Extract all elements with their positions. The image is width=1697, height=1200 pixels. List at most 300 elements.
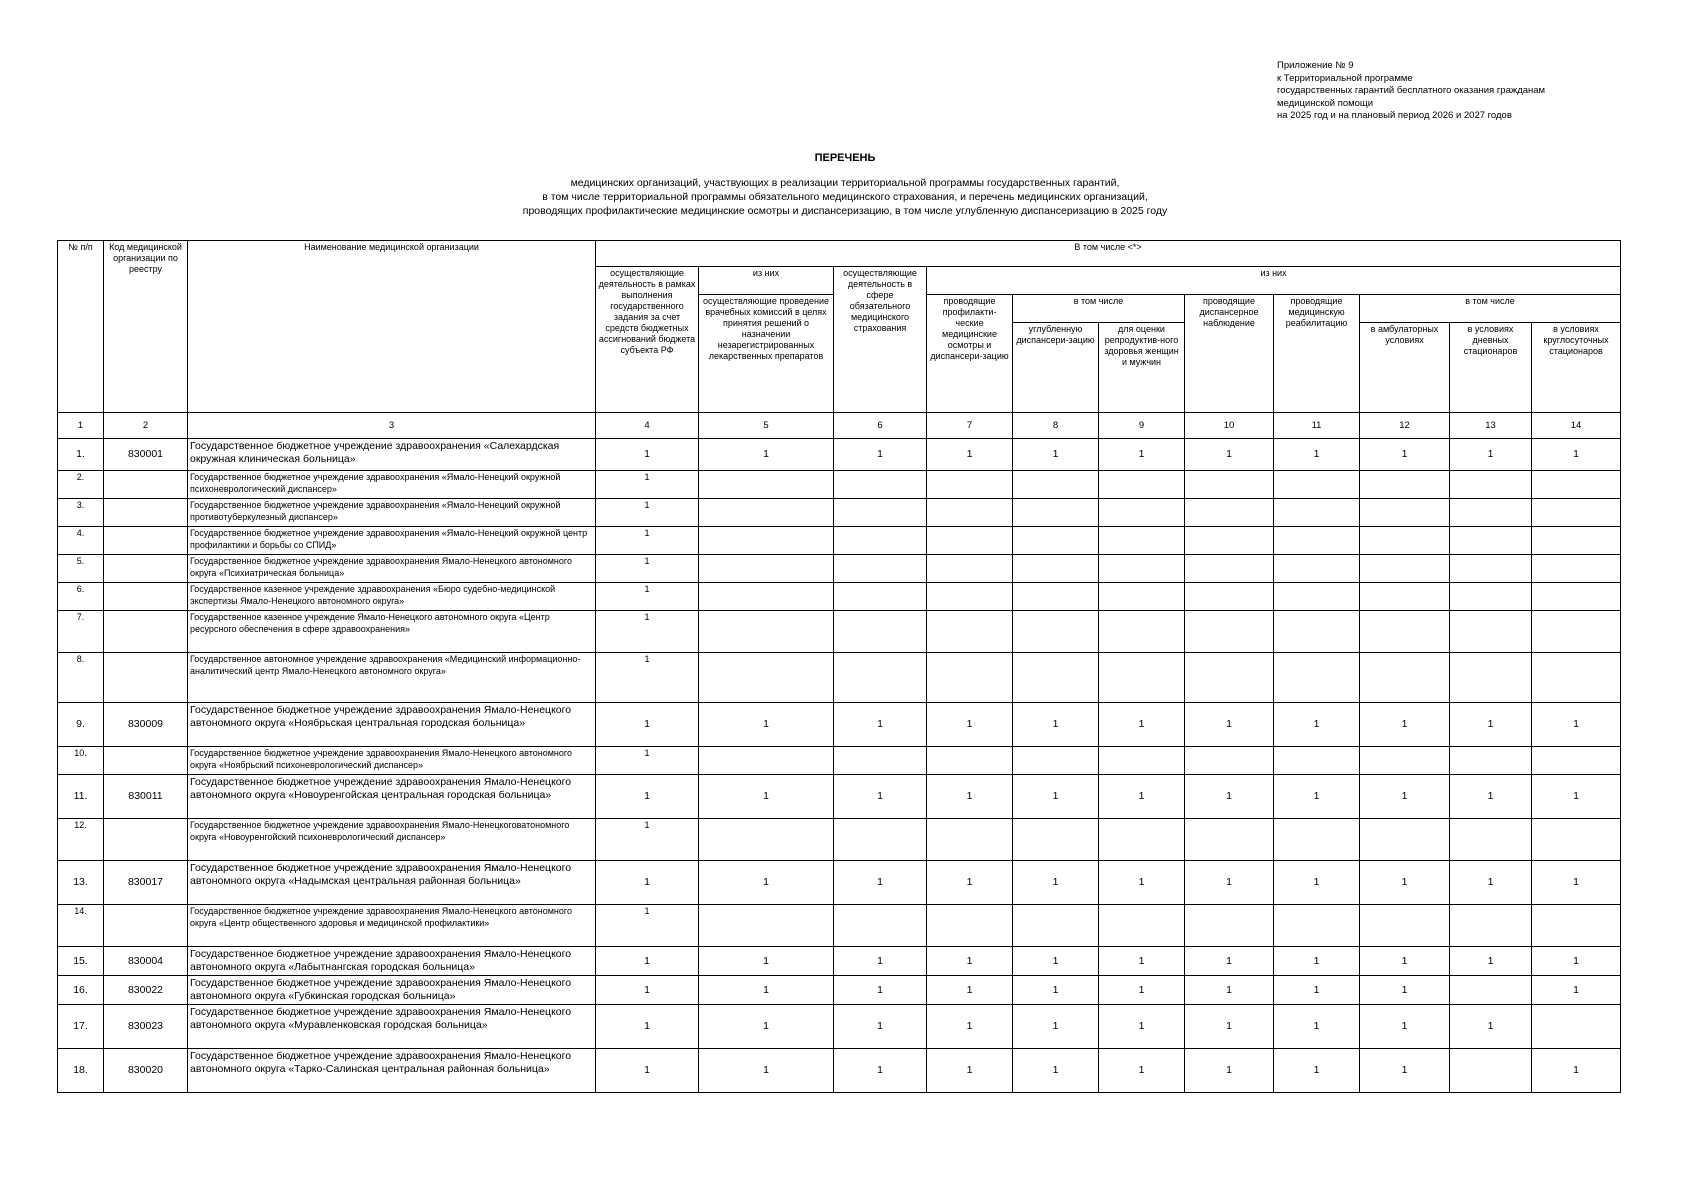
column-number: 9 [1099,413,1185,439]
flag-cell-col10: 1 [1185,439,1274,471]
flag-cell-col12: 1 [1360,861,1450,905]
flag-cell-col10 [1185,499,1274,527]
flag-cell-col8 [1013,583,1099,611]
flag-cell-col7: 1 [927,1049,1013,1093]
flag-cell-col7: 1 [927,976,1013,1005]
flag-cell-col7 [927,819,1013,861]
flag-cell-col10 [1185,905,1274,947]
flag-cell-col7 [927,583,1013,611]
row-number: 3. [58,499,104,527]
row-number: 7. [58,611,104,653]
row-number: 4. [58,527,104,555]
table-row [58,976,1621,1005]
flag-cell-col13: 1 [1450,947,1532,976]
flag-cell-col4: 1 [596,775,699,819]
row-number: 11. [58,775,104,819]
flag-cell-col7: 1 [927,947,1013,976]
flag-cell-col6: 1 [834,976,927,1005]
flag-cell-col14 [1532,1005,1621,1049]
organization-code: 830011 [104,775,188,819]
table-row [58,611,1621,653]
flag-cell-col4: 1 [596,819,699,861]
flag-cell-col11: 1 [1274,775,1360,819]
flag-cell-col9 [1099,555,1185,583]
table-row [58,527,1621,555]
table-row [58,1049,1621,1093]
table-row [58,555,1621,583]
flag-cell-col12: 1 [1360,439,1450,471]
flag-cell-col5: 1 [699,439,834,471]
flag-cell-col13 [1450,555,1532,583]
flag-cell-col9 [1099,527,1185,555]
flag-cell-col11: 1 [1274,703,1360,747]
flag-cell-col5 [699,499,834,527]
table-row [58,439,1621,471]
flag-cell-col7 [927,471,1013,499]
flag-cell-col5 [699,819,834,861]
subtitle-line: в том числе территориальной программы обязательного медицинского страхования, и перечень медицинских организаций, [542,191,1148,203]
flag-cell-col11: 1 [1274,1049,1360,1093]
flag-cell-col4: 1 [596,1005,699,1049]
flag-cell-col6 [834,611,927,653]
organization-name: Государственное бюджетное учреждение здравоохранения Ямало-Ненецкого автономного округа «Ноябрьский психоневрологический диспансер» [188,747,596,775]
flag-cell-col4: 1 [596,653,699,703]
header-col7: проводящие профилакти-ческие медицинские осмотры и диспансери-зацию [927,295,1013,413]
flag-cell-col6 [834,747,927,775]
flag-cell-col4: 1 [596,976,699,1005]
flag-cell-col6 [834,905,927,947]
organization-name: Государственное бюджетное учреждение здравоохранения Ямало-Ненецкого автономного округа «Надымская центральная районная больница» [188,861,596,905]
row-number: 9. [58,703,104,747]
flag-cell-col8: 1 [1013,1005,1099,1049]
flag-cell-col10: 1 [1185,1005,1274,1049]
column-number: 13 [1450,413,1532,439]
organization-name: Государственное бюджетное учреждение здравоохранения «Ямало-Ненецкий окружной психоневрологический диспансер» [188,471,596,499]
flag-cell-col9 [1099,747,1185,775]
organization-code [104,747,188,775]
flag-cell-col13 [1450,583,1532,611]
flag-cell-col8: 1 [1013,1049,1099,1093]
flag-cell-col9 [1099,653,1185,703]
flag-cell-col6 [834,527,927,555]
flag-cell-col13: 1 [1450,703,1532,747]
flag-cell-col6: 1 [834,439,927,471]
flag-cell-col14 [1532,527,1621,555]
organization-code [104,499,188,527]
table-row [58,819,1621,861]
flag-cell-col13 [1450,527,1532,555]
appendix-line: к Территориальной программе [1277,72,1413,84]
flag-cell-col8 [1013,653,1099,703]
column-number: 3 [188,413,596,439]
flag-cell-col4: 1 [596,1049,699,1093]
appendix-line: Приложение № 9 [1277,60,1354,71]
flag-cell-col11 [1274,471,1360,499]
row-number: 15. [58,947,104,976]
organization-code: 830022 [104,976,188,1005]
flag-cell-col14 [1532,583,1621,611]
flag-cell-col12 [1360,499,1450,527]
flag-cell-col12 [1360,611,1450,653]
flag-cell-col7: 1 [927,703,1013,747]
flag-cell-col11 [1274,819,1360,861]
flag-cell-col7: 1 [927,775,1013,819]
flag-cell-col12: 1 [1360,703,1450,747]
flag-cell-col7 [927,611,1013,653]
row-number: 17. [58,1005,104,1049]
organization-name: Государственное казенное учреждение Ямало-Ненецкого автономного округа «Центр ресурсного обеспечения в сфере здравоохранения» [188,611,596,653]
flag-cell-col8: 1 [1013,775,1099,819]
header-col6: осуществляющие деятельность в сфере обязательного медицинского страхования [834,267,927,413]
flag-cell-col11 [1274,527,1360,555]
flag-cell-col13: 1 [1450,439,1532,471]
header-col8: углубленную диспансери-зацию [1013,323,1099,413]
flag-cell-col6: 1 [834,1005,927,1049]
flag-cell-col5 [699,747,834,775]
flag-cell-col7: 1 [927,861,1013,905]
flag-cell-col11 [1274,747,1360,775]
header-col10: проводящие диспансерное наблюдение [1185,295,1274,413]
appendix-note [1277,60,1545,123]
flag-cell-col9: 1 [1099,947,1185,976]
table-row [58,747,1621,775]
flag-cell-col7: 1 [927,1005,1013,1049]
header-col9: для оценки репродуктив-ного здоровья женщин и мужчин [1099,323,1185,413]
flag-cell-col11 [1274,611,1360,653]
flag-cell-col10: 1 [1185,861,1274,905]
row-number: 5. [58,555,104,583]
flag-cell-col11: 1 [1274,1005,1360,1049]
row-number: 1. [58,439,104,471]
appendix-line: медицинской помощи [1277,97,1374,109]
flag-cell-col9 [1099,819,1185,861]
flag-cell-col12 [1360,653,1450,703]
flag-cell-col7 [927,653,1013,703]
flag-cell-col8 [1013,471,1099,499]
flag-cell-col8 [1013,611,1099,653]
row-number: 12. [58,819,104,861]
flag-cell-col12: 1 [1360,775,1450,819]
organization-name: Государственное бюджетное учреждение здравоохранения «Салехардская окружная клиническая больница» [188,439,596,471]
subtitle-line: медицинских организаций, участвующих в реализации территориальной программы государственных гарантий, [570,177,1120,189]
flag-cell-col6: 1 [834,861,927,905]
flag-cell-col5 [699,905,834,947]
flag-cell-col9: 1 [1099,439,1185,471]
column-number: 10 [1185,413,1274,439]
flag-cell-col4: 1 [596,583,699,611]
header-col11: проводящие медицинскую реабилитацию [1274,295,1360,413]
header-including-sub: в том числе [1360,295,1621,323]
flag-cell-col14 [1532,747,1621,775]
flag-cell-col14: 1 [1532,1049,1621,1093]
flag-cell-col4: 1 [596,861,699,905]
organization-code [104,653,188,703]
flag-cell-col8: 1 [1013,703,1099,747]
header-name: Наименование медицинской организации [188,241,596,413]
flag-cell-col14: 1 [1532,775,1621,819]
column-number: 8 [1013,413,1099,439]
flag-cell-col7 [927,527,1013,555]
table-row [58,947,1621,976]
flag-cell-col8 [1013,819,1099,861]
column-number: 1 [58,413,104,439]
flag-cell-col10: 1 [1185,1049,1274,1093]
header-col13: в условиях дневных стационаров [1450,323,1532,413]
flag-cell-col4: 1 [596,555,699,583]
table-row [58,471,1621,499]
header-including-sub: в том числе [1013,295,1185,323]
organization-code: 830020 [104,1049,188,1093]
organization-name: Государственное бюджетное учреждение здравоохранения Ямало-Ненецкоговатономного округа «Новоуренгойский психоневрологический диспансер» [188,819,596,861]
flag-cell-col4: 1 [596,905,699,947]
organization-name: Государственное бюджетное учреждение здравоохранения Ямало-Ненецкого автономного округа «Психиатрическая больница» [188,555,596,583]
table-row [58,775,1621,819]
flag-cell-col8 [1013,527,1099,555]
organization-code [104,905,188,947]
flag-cell-col6 [834,653,927,703]
row-number: 16. [58,976,104,1005]
flag-cell-col14: 1 [1532,703,1621,747]
organization-code [104,819,188,861]
flag-cell-col14: 1 [1532,439,1621,471]
flag-cell-col12 [1360,555,1450,583]
flag-cell-col13 [1450,653,1532,703]
flag-cell-col5 [699,611,834,653]
flag-cell-col14 [1532,471,1621,499]
flag-cell-col7 [927,905,1013,947]
header-col4: осуществляющие деятельность в рамках выполнения государственного задания за счет средств бюджетных ассигнований бюджета субъекта РФ [596,267,699,413]
flag-cell-col12 [1360,583,1450,611]
flag-cell-col11 [1274,583,1360,611]
row-number: 2. [58,471,104,499]
column-number: 2 [104,413,188,439]
organization-code [104,583,188,611]
flag-cell-col10: 1 [1185,976,1274,1005]
flag-cell-col5 [699,527,834,555]
flag-cell-col11: 1 [1274,439,1360,471]
column-number: 4 [596,413,699,439]
table-row [58,905,1621,947]
column-number: 6 [834,413,927,439]
flag-cell-col5 [699,471,834,499]
flag-cell-col4: 1 [596,471,699,499]
flag-cell-col12 [1360,905,1450,947]
flag-cell-col10: 1 [1185,947,1274,976]
organization-code: 830004 [104,947,188,976]
row-number: 10. [58,747,104,775]
flag-cell-col9 [1099,905,1185,947]
flag-cell-col5 [699,555,834,583]
header-of-them: из них [699,267,834,295]
flag-cell-col12 [1360,527,1450,555]
flag-cell-col14 [1532,905,1621,947]
flag-cell-col10: 1 [1185,775,1274,819]
flag-cell-col11 [1274,555,1360,583]
flag-cell-col4: 1 [596,527,699,555]
flag-cell-col9: 1 [1099,775,1185,819]
flag-cell-col10 [1185,583,1274,611]
flag-cell-col4: 1 [596,747,699,775]
flag-cell-col6 [834,819,927,861]
flag-cell-col7 [927,555,1013,583]
flag-cell-col12: 1 [1360,1005,1450,1049]
organization-code [104,555,188,583]
flag-cell-col8: 1 [1013,947,1099,976]
organization-name: Государственное автономное учреждение здравоохранения «Медицинский информационно-аналитический центр Ямало-Ненецкого автономного округа» [188,653,596,703]
flag-cell-col9: 1 [1099,1049,1185,1093]
column-numbers-row [58,413,1621,439]
table-row [58,499,1621,527]
organization-code: 830023 [104,1005,188,1049]
flag-cell-col5: 1 [699,1049,834,1093]
flag-cell-col8 [1013,905,1099,947]
flag-cell-col8: 1 [1013,439,1099,471]
organization-name: Государственное бюджетное учреждение здравоохранения Ямало-Ненецкого автономного округа «Тарко-Салинская центральная районная больница» [188,1049,596,1093]
flag-cell-col6 [834,583,927,611]
column-number: 7 [927,413,1013,439]
header-col12: в амбулаторных условиях [1360,323,1450,413]
header-including: В том числе <*> [596,241,1621,267]
flag-cell-col13: 1 [1450,775,1532,819]
flag-cell-col8: 1 [1013,976,1099,1005]
flag-cell-col13 [1450,976,1532,1005]
flag-cell-col8 [1013,747,1099,775]
flag-cell-col4: 1 [596,611,699,653]
appendix-line: государственных гарантий бесплатного оказания гражданам [1277,85,1546,96]
flag-cell-col6 [834,555,927,583]
row-number: 6. [58,583,104,611]
row-number: 14. [58,905,104,947]
flag-cell-col12: 1 [1360,947,1450,976]
organization-code: 830001 [104,439,188,471]
document-subtitle [0,176,1690,218]
flag-cell-col9 [1099,471,1185,499]
flag-cell-col13 [1450,471,1532,499]
flag-cell-col14: 1 [1532,976,1621,1005]
column-number: 11 [1274,413,1360,439]
flag-cell-col6: 1 [834,775,927,819]
flag-cell-col9: 1 [1099,1005,1185,1049]
flag-cell-col7 [927,499,1013,527]
flag-cell-col10 [1185,471,1274,499]
document-title: ПЕРЕЧЕНЬ [814,152,876,164]
flag-cell-col6: 1 [834,1049,927,1093]
flag-cell-col14: 1 [1532,947,1621,976]
organization-code: 830009 [104,703,188,747]
flag-cell-col11: 1 [1274,947,1360,976]
flag-cell-col13: 1 [1450,861,1532,905]
flag-cell-col8 [1013,555,1099,583]
flag-cell-col11 [1274,653,1360,703]
flag-cell-col14 [1532,555,1621,583]
flag-cell-col5: 1 [699,1005,834,1049]
flag-cell-col13 [1450,1049,1532,1093]
table-row [58,861,1621,905]
flag-cell-col11 [1274,499,1360,527]
flag-cell-col13 [1450,819,1532,861]
flag-cell-col12: 1 [1360,976,1450,1005]
column-number: 5 [699,413,834,439]
organizations-table [57,240,1621,1093]
flag-cell-col10: 1 [1185,703,1274,747]
organization-name: Государственное бюджетное учреждение здравоохранения Ямало-Ненецкого автономного округа «Муравленковская городская больница» [188,1005,596,1049]
flag-cell-col10 [1185,653,1274,703]
header-num: № п/п [58,241,104,413]
flag-cell-col13 [1450,499,1532,527]
flag-cell-col9 [1099,583,1185,611]
column-number: 12 [1360,413,1450,439]
organization-name: Государственное бюджетное учреждение здравоохранения Ямало-Ненецкого автономного округа «Центр общественного здоровья и медицинской профилактики» [188,905,596,947]
organization-name: Государственное бюджетное учреждение здравоохранения Ямало-Ненецкого автономного округа «Ноябрьская центральная городская больница» [188,703,596,747]
flag-cell-col5: 1 [699,947,834,976]
flag-cell-col14: 1 [1532,861,1621,905]
flag-cell-col14 [1532,499,1621,527]
flag-cell-col7: 1 [927,439,1013,471]
row-number: 8. [58,653,104,703]
organization-name: Государственное казенное учреждение здравоохранения «Бюро судебно-медицинской экспертизы Ямало-Ненецкого автономного округа» [188,583,596,611]
header-code: Код медицинской организации по реестру [104,241,188,413]
flag-cell-col13 [1450,905,1532,947]
flag-cell-col13: 1 [1450,1005,1532,1049]
flag-cell-col9: 1 [1099,703,1185,747]
organization-code [104,471,188,499]
column-number: 14 [1532,413,1621,439]
flag-cell-col5 [699,583,834,611]
row-number: 18. [58,1049,104,1093]
flag-cell-col10 [1185,611,1274,653]
organization-name: Государственное бюджетное учреждение здравоохранения «Ямало-Ненецкий окружной противотуберкулезный диспансер» [188,499,596,527]
organization-name: Государственное бюджетное учреждение здравоохранения Ямало-Ненецкого автономного округа «Лабытнангская городская больница» [188,947,596,976]
flag-cell-col6: 1 [834,947,927,976]
organization-name: Государственное бюджетное учреждение здравоохранения «Ямало-Ненецкий окружной центр профилактики и борьбы со СПИД» [188,527,596,555]
flag-cell-col11: 1 [1274,861,1360,905]
flag-cell-col10 [1185,747,1274,775]
flag-cell-col10 [1185,819,1274,861]
flag-cell-col5: 1 [699,861,834,905]
flag-cell-col6: 1 [834,703,927,747]
organization-code [104,611,188,653]
flag-cell-col10 [1185,527,1274,555]
flag-cell-col12 [1360,471,1450,499]
flag-cell-col5: 1 [699,703,834,747]
flag-cell-col12 [1360,747,1450,775]
organization-name: Государственное бюджетное учреждение здравоохранения Ямало-Ненецкого автономного округа «Новоуренгойская центральная городская больница» [188,775,596,819]
table-row [58,1005,1621,1049]
flag-cell-col12: 1 [1360,1049,1450,1093]
flag-cell-col7 [927,747,1013,775]
subtitle-line: проводящих профилактические медицинские осмотры и диспансеризацию, в том числе углубленную диспансеризацию в 2025 году [522,205,1168,217]
flag-cell-col6 [834,471,927,499]
organization-name: Государственное бюджетное учреждение здравоохранения Ямало-Ненецкого автономного округа «Губкинская городская больница» [188,976,596,1005]
row-number: 13. [58,861,104,905]
flag-cell-col9 [1099,611,1185,653]
flag-cell-col12 [1360,819,1450,861]
flag-cell-col4: 1 [596,499,699,527]
flag-cell-col8: 1 [1013,861,1099,905]
flag-cell-col5 [699,653,834,703]
table-row [58,653,1621,703]
flag-cell-col9 [1099,499,1185,527]
flag-cell-col14 [1532,819,1621,861]
flag-cell-col5: 1 [699,976,834,1005]
flag-cell-col4: 1 [596,947,699,976]
flag-cell-col6 [834,499,927,527]
flag-cell-col10 [1185,555,1274,583]
table-row [58,583,1621,611]
flag-cell-col4: 1 [596,703,699,747]
table-row [58,703,1621,747]
appendix-line: на 2025 год и на плановый период 2026 и 2027 годов [1277,110,1512,121]
